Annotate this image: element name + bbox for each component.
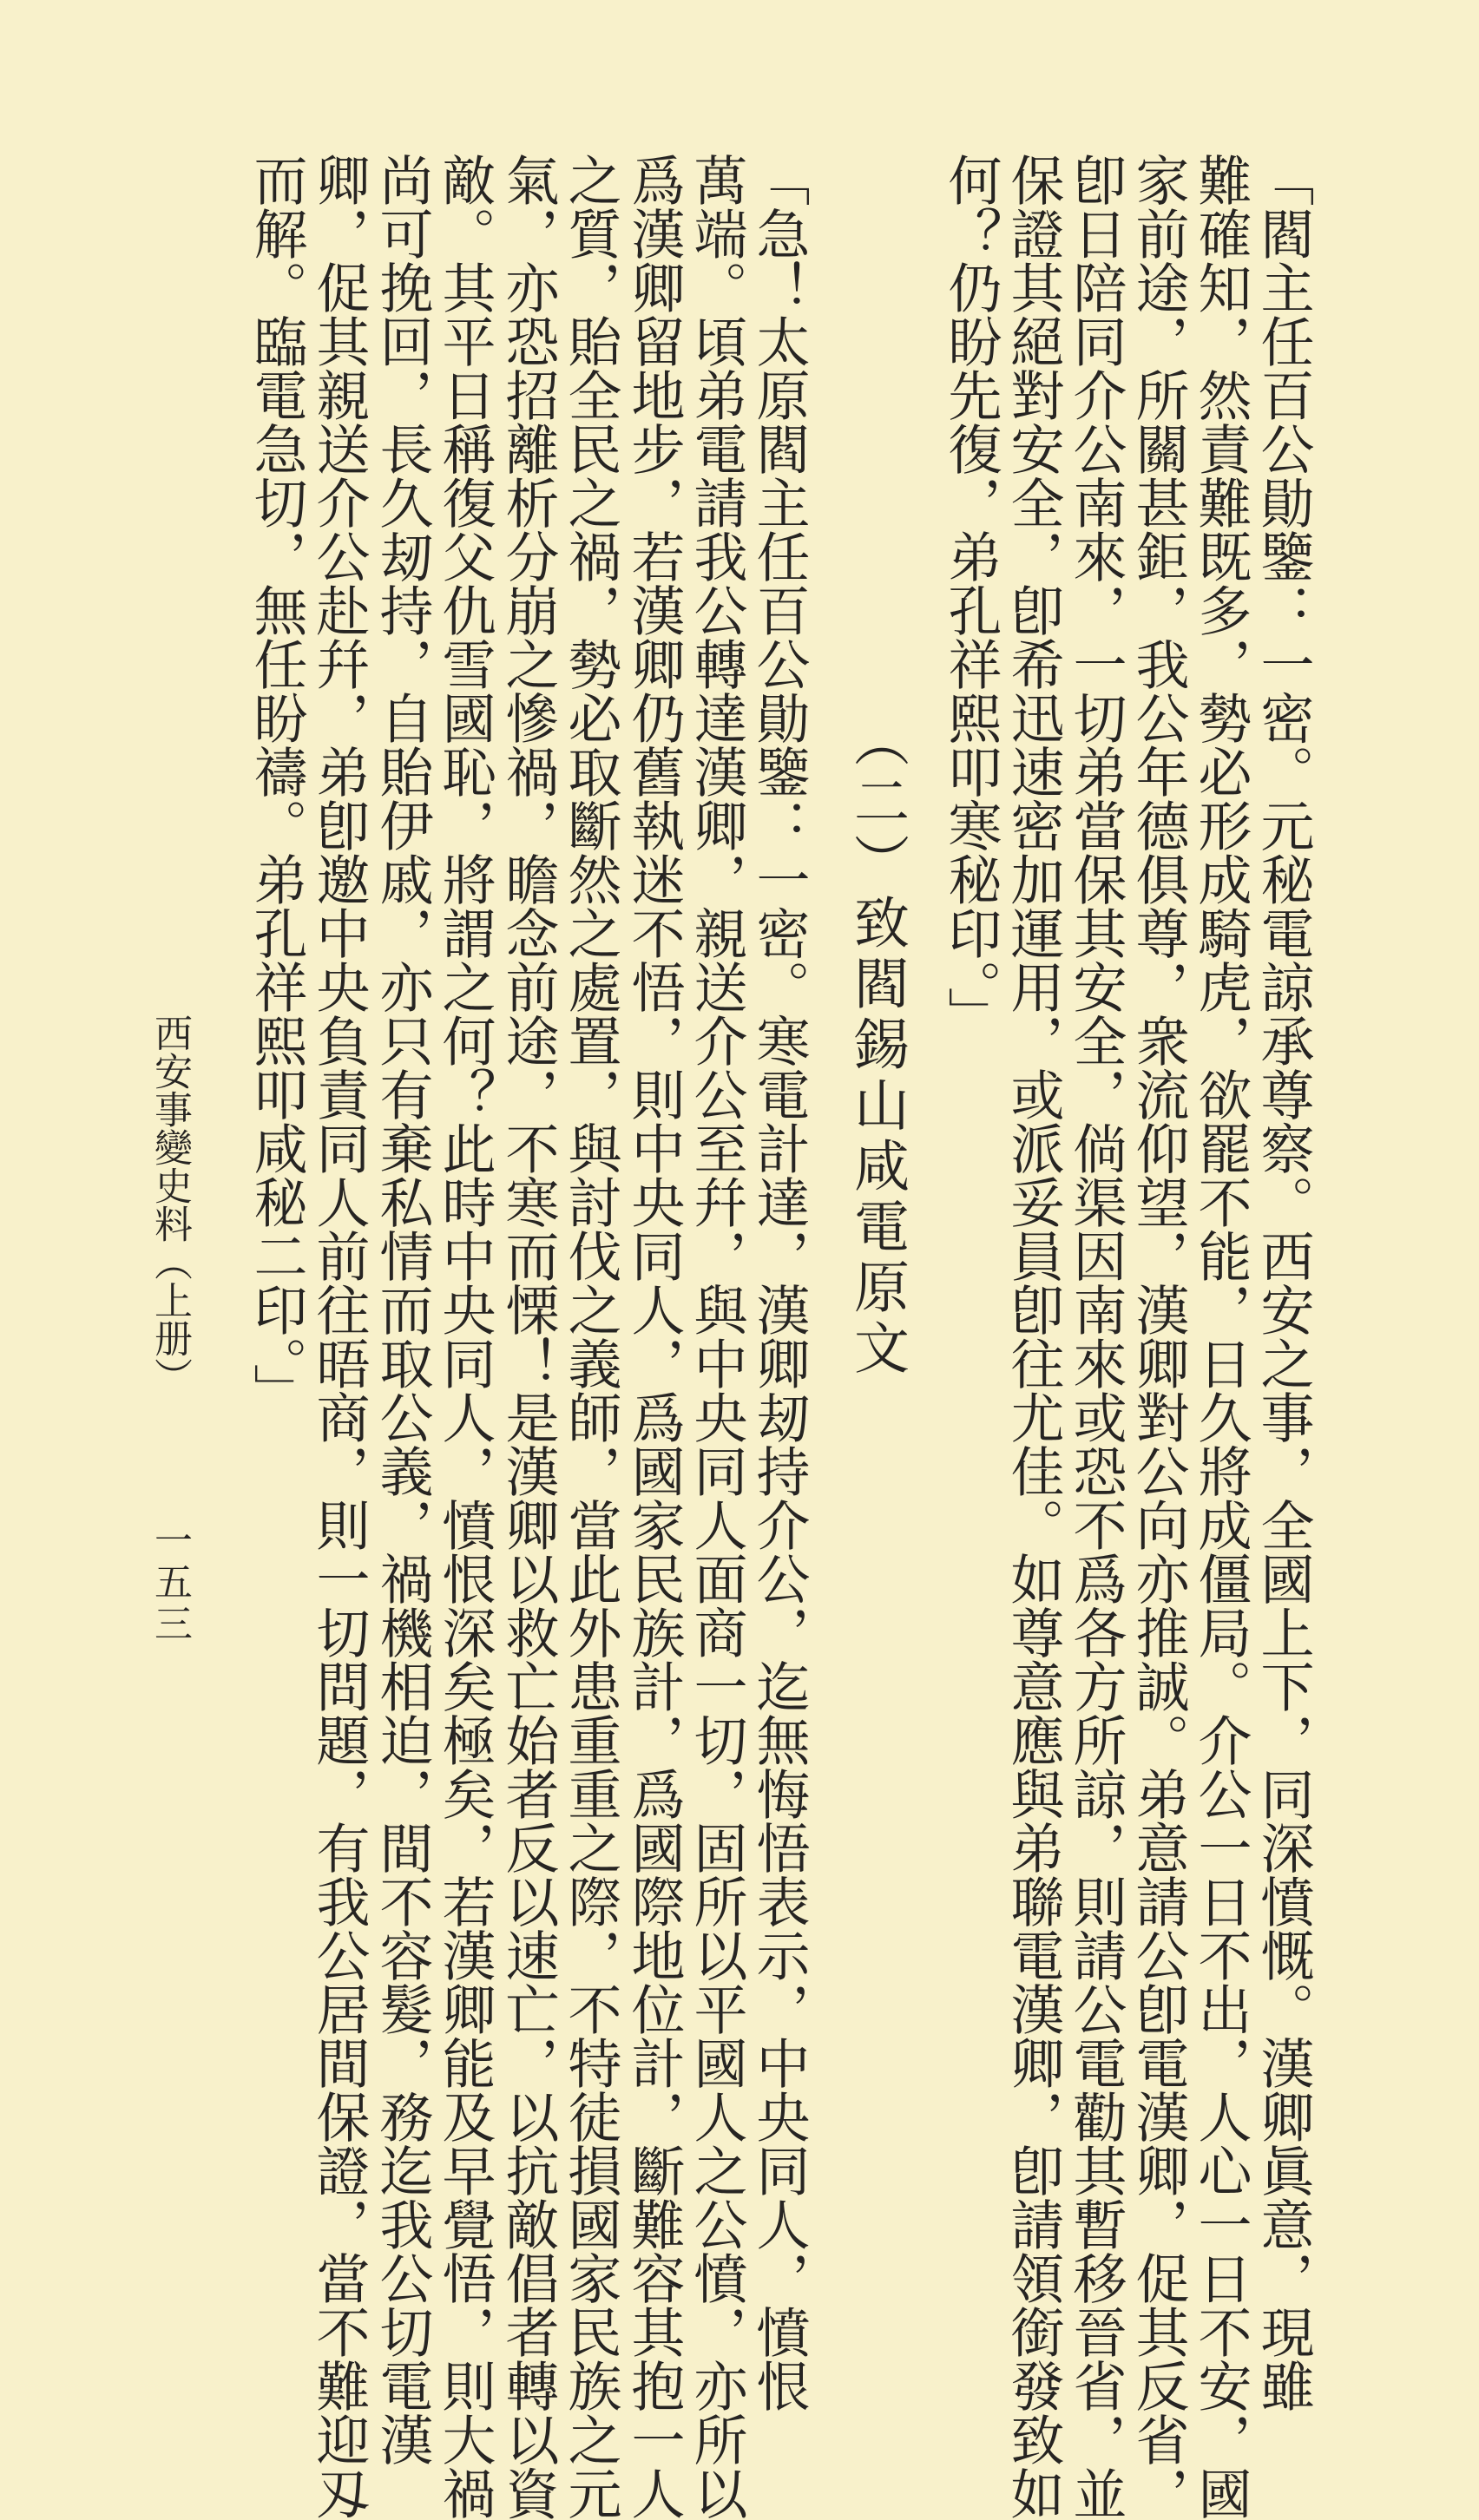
text-column: 之質，貽全民之禍，勢必取斷然之處置，與討伐之義師，當此外患重重之際，不特徒損國家民族之元 xyxy=(559,153,622,2520)
text-column: 「急！太原閻主任百公勛鑒：一密。寒電計達，漢卿刼持介公，迄無悔悟表示，中央同人，憤恨 xyxy=(747,153,811,2412)
text-column: 卽日陪同介公南來，一切弟當保其安全，倘渠因南來或恐不爲各方所諒，則請公電勸其暫移晉省，並 xyxy=(1064,153,1127,2520)
text-column: 「閻主任百公勛鑒：一密。元秘電諒承尊察。西安之事，全國上下，同深憤慨。漢卿眞意，現雖 xyxy=(1252,153,1315,2412)
text-column: 敵。其平日稱復父仇雪國恥，將謂之何？此時中央同人，憤恨深矣極矣，若漢卿能及早覺悟，則大禍 xyxy=(433,153,496,2520)
page-number: 一五三 xyxy=(148,1520,192,1645)
text-column: 尚可挽回，長久刼持，自貽伊戚，亦只有棄私情而取公義，禍機相迫，間不容髮，務迄我公切電漢 xyxy=(371,153,434,2466)
running-title: 西安事變史料（上册） xyxy=(148,1014,192,1395)
text-column: 萬端。頃弟電請我公轉達漢卿，親送介公至幷，與中央同人面商一切，固所以平國人之公憤，亦所以 xyxy=(685,153,748,2520)
section-heading: （二）致閻錫山咸電原文 xyxy=(845,712,909,1380)
text-column: 而解。臨電急切，無任盼禱。弟孔祥熙叩咸秘二印。」 xyxy=(245,153,308,1417)
text-column: 卿，促其親送介公赴幷，弟卽邀中央負責同人前往晤商，則一切問題，有我公居間保證，當不難迎刄 xyxy=(307,153,371,2520)
text-column: 氣，亦恐招離析分崩之慘禍，瞻念前途，不寒而慄！是漢卿以救亡始者反以速亡，以抗敵倡者轉以資 xyxy=(496,153,560,2520)
text-column: 保證其絕對安全，卽希迅速密加運用，或派妥員卽往尤佳。如尊意應與弟聯電漢卿，卽請領銜發致如 xyxy=(1002,153,1065,2520)
text-column: 家前途，所關甚鉅，我公年德俱尊，衆流仰望，漢卿對公向亦推誠。弟意請公卽電漢卿，促其反省， xyxy=(1127,153,1190,2520)
text-column: 何？仍盼先復，弟孔祥熙叩寒秘印。」 xyxy=(939,153,1002,1040)
text-column: 爲漢卿留地步，若漢卿仍舊執迷不悟，則中央同人，爲國家民族計，爲國際地位計，斷難容其抱一人 xyxy=(622,153,686,2520)
text-column: 難確知，然責難既多，勢必形成騎虎，欲罷不能，日久將成僵局。介公一日不出，人心一日不安，國 xyxy=(1189,153,1252,2520)
